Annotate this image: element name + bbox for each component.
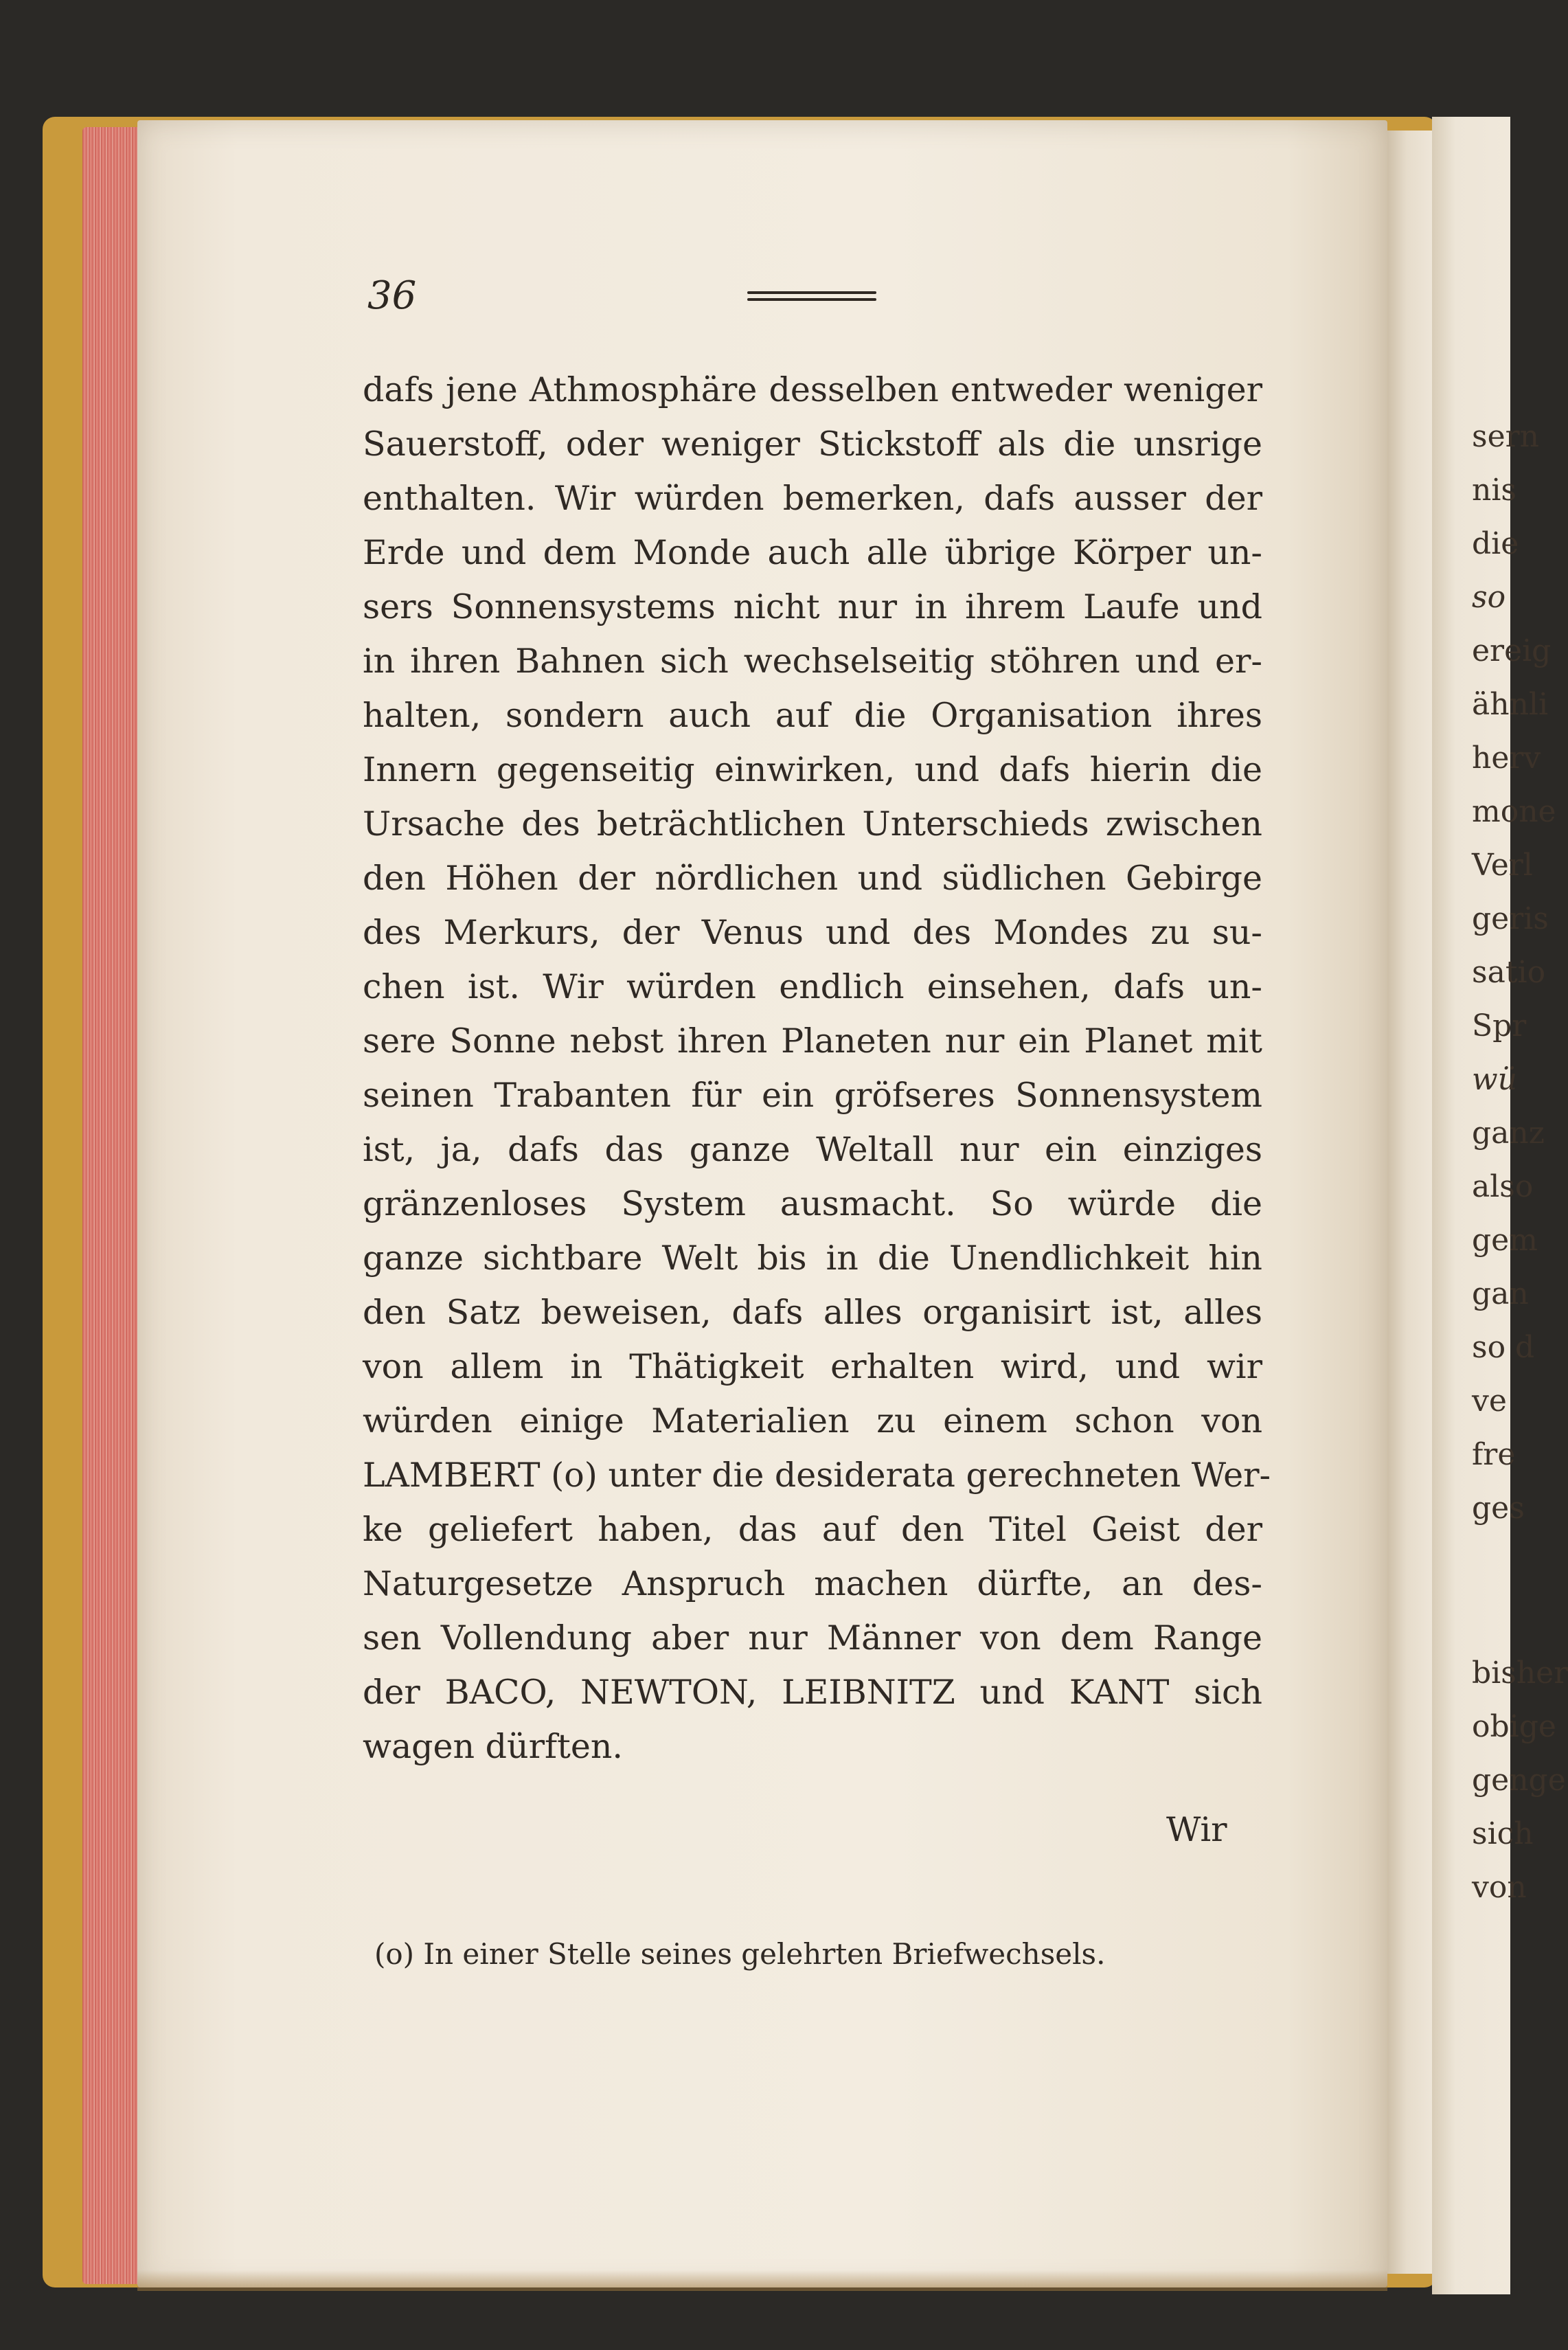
next-page-fragment: herv bbox=[1472, 741, 1541, 776]
text-line: gränzenloses System ausmacht. So würde die bbox=[363, 1184, 1262, 1223]
next-page-fragment: also bbox=[1472, 1169, 1534, 1204]
body-text bbox=[363, 363, 1271, 1774]
text-line: enthalten. Wir würden bemerken, dafs ausser der bbox=[363, 479, 1262, 518]
header-ornament bbox=[747, 291, 876, 301]
next-page-fragment: mone bbox=[1472, 794, 1556, 829]
next-page-fragment: Spr bbox=[1472, 1008, 1527, 1043]
text-line: seinen Trabanten für ein gröfseres Sonnensystem bbox=[363, 1076, 1262, 1115]
next-page-fragment: ges bbox=[1472, 1491, 1525, 1526]
text-line: des Merkurs, der Venus und des Mondes zu su- bbox=[363, 913, 1262, 952]
next-page-fragment: so d bbox=[1472, 1330, 1535, 1365]
next-page-fragment: sich bbox=[1472, 1816, 1534, 1851]
ornament-rule bbox=[747, 298, 876, 301]
next-page-fragment: von bbox=[1472, 1870, 1527, 1905]
text-line: würden einige Materialien zu einem schon von bbox=[363, 1401, 1262, 1440]
book-gutter bbox=[1387, 131, 1435, 2274]
next-page-fragment: ähnli bbox=[1472, 687, 1549, 722]
text-line: Naturgesetze Anspruch machen dürfte, an des- bbox=[363, 1564, 1262, 1603]
next-page-fragment: geris bbox=[1472, 901, 1549, 936]
text-line: halten, sondern auch auf die Organisation ihres bbox=[363, 696, 1262, 735]
text-line: Sauerstoff, oder weniger Stickstoff als die unsrige bbox=[363, 425, 1262, 464]
next-page-fragment: genge bbox=[1472, 1763, 1566, 1798]
next-page-fragment: ganz bbox=[1472, 1116, 1545, 1151]
next-page-fragment: die bbox=[1472, 526, 1519, 561]
next-page-fragment: Verl bbox=[1472, 848, 1533, 883]
page-number: 36 bbox=[367, 273, 417, 318]
text-line: LAMBERT (o) unter die desiderata gerechneten Wer- bbox=[363, 1456, 1271, 1495]
text-line: ke geliefert haben, das auf den Titel Geist der bbox=[363, 1510, 1262, 1549]
next-page-fragment: gan bbox=[1472, 1276, 1529, 1311]
next-page-fragment: satio bbox=[1472, 955, 1546, 990]
ornament-rule bbox=[747, 291, 876, 294]
text-line: ist, ja, dafs das ganze Weltall nur ein einziges bbox=[363, 1130, 1262, 1169]
text-line: sers Sonnensystems nicht nur in ihrem Laufe und bbox=[363, 587, 1262, 626]
text-line: in ihren Bahnen sich wechselseitig stöhren und er- bbox=[363, 642, 1262, 681]
text-line: von allem in Thätigkeit erhalten wird, und wir bbox=[363, 1347, 1262, 1386]
text-line: Innern gegenseitig einwirken, und dafs hierin die bbox=[363, 750, 1262, 789]
next-page-fragment: nis bbox=[1472, 473, 1516, 508]
text-line: Erde und dem Monde auch alle übrige Körper un- bbox=[363, 533, 1262, 572]
text-line: sen Vollendung aber nur Männer von dem Range bbox=[363, 1618, 1262, 1658]
next-page-fragment: sern bbox=[1472, 419, 1539, 454]
text-line: den Höhen der nördlichen und südlichen Gebirge bbox=[363, 859, 1262, 898]
next-page-fragment: so bbox=[1472, 580, 1506, 615]
text-line: den Satz beweisen, dafs alles organisirt ist, alles bbox=[363, 1293, 1262, 1332]
text-line: ganze sichtbare Welt bis in die Unendlichkeit hin bbox=[363, 1239, 1262, 1278]
next-page-fragment: ereig bbox=[1472, 633, 1552, 668]
next-page-fragment: fre bbox=[1472, 1437, 1516, 1472]
catchword: Wir bbox=[1166, 1810, 1227, 1849]
text-line: wagen dürften. bbox=[363, 1727, 623, 1766]
next-page-fragment: obige bbox=[1472, 1709, 1556, 1744]
text-line: Ursache des beträchtlichen Unterschieds zwischen bbox=[363, 804, 1262, 844]
next-page-fragment: wü bbox=[1472, 1062, 1517, 1097]
text-line: chen ist. Wir würden endlich einsehen, dafs un- bbox=[363, 967, 1262, 1006]
next-page-fragment: ve bbox=[1472, 1383, 1507, 1419]
text-line: dafs jene Athmosphäre desselben entweder weniger bbox=[363, 370, 1262, 409]
next-page-fragment: gem bbox=[1472, 1223, 1538, 1258]
footnote: (o) In einer Stelle seines gelehrten Briefwechsels. bbox=[374, 1937, 1106, 1971]
page-bottom-edge bbox=[137, 2270, 1387, 2291]
text-line: sere Sonne nebst ihren Planeten nur ein Planet mit bbox=[363, 1021, 1262, 1061]
next-page bbox=[1432, 117, 1568, 2294]
text-line: der BACO, NEWTON, LEIBNITZ und KANT sich bbox=[363, 1673, 1262, 1712]
next-page-fragment: bisher bbox=[1472, 1656, 1568, 1691]
